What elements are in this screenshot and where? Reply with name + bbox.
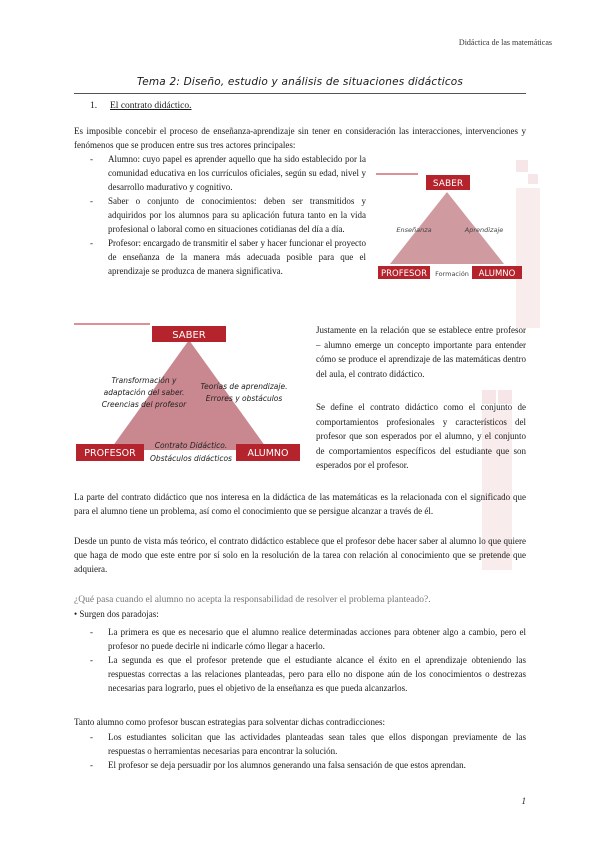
ensenanza-label: Enseñanza — [396, 226, 432, 234]
right-note-line-2: Errores y obstáculos — [205, 394, 283, 403]
definition-paragraph: Se define el contrato didáctico como el conjunto de comportamientos profesionales y característicos del profesor que son esperados por el alumno, y el conjunto de comportamientos específicos del estudiante que son esperados por el profesor. — [316, 402, 526, 470]
bottom-note-line-2: Obstáculos didácticos — [150, 454, 232, 463]
section-number: 1. — [90, 101, 98, 111]
list-item — [90, 730, 526, 758]
left-note-line-1: Transformación y — [111, 376, 177, 385]
list-dash: - — [90, 732, 93, 742]
paradox-first-text: La primera es que es necesario que el alumno realice determinadas acciones para obtener algo a cambio, pero el profesor no puede decirle ni indicarle cómo llegar a hacerlo. — [108, 627, 526, 651]
right-note-line-1: Teorías de aprendizaje. — [200, 382, 288, 391]
strategies-list — [90, 730, 526, 772]
list-item — [90, 236, 366, 278]
paradox-second-text: La segunda es que el profesor pretende que el estudiante alcance el éxito en el aprendizaje obteniendo las respuestas correctas a las relaciones planteadas, pero para ello no dispone aún de los conocimientos o destrezas necesarias para lograrlo, pues el objetivo de la enseñanza es que pueda alcanzarlos. — [108, 655, 526, 693]
list-dash: - — [90, 154, 93, 164]
alumno-label: ALUMNO — [478, 269, 516, 279]
page-title: Tema 2: Diseño, estudio y análisis de situaciones didácticos — [136, 76, 464, 88]
profesor-label: PROFESOR — [84, 448, 136, 459]
aprendizaje-label: Aprendizaje — [464, 226, 504, 234]
list-item — [90, 758, 526, 772]
list-item — [90, 625, 526, 653]
left-note-line-3: Creencias del profesor — [101, 400, 187, 409]
didactic-triangle-large — [72, 318, 306, 468]
list-dash: - — [90, 627, 93, 637]
page-number: 1 — [521, 796, 526, 806]
list-item — [90, 194, 366, 236]
list-item — [90, 152, 366, 194]
left-note-line-2: adaptación del saber. — [103, 388, 185, 397]
bottom-note-line-1: Contrato Didáctico. — [154, 441, 228, 450]
intro-paragraph: Es imposible concebir el proceso de enseñanza-aprendizaje sin tener en consideración las interacciones, intervenciones y fenómenos que se producen entre sus tres actores principales: — [74, 126, 526, 150]
strategy-students-text: Los estudiantes solicitan que las actividades planteadas sean tales que ellos dispongan previamente de las respuestas o herramientas necesarias para encontrar la solución. — [108, 732, 526, 756]
profesor-label: PROFESOR — [381, 269, 427, 279]
strategies-intro: Tanto alumno como profesor buscan estrategias para solventar dichas contradicciones: — [74, 717, 386, 727]
section-heading — [90, 101, 192, 111]
relation-paragraph: Justamente en la relación que se establece entre profesor – alumno emerge un concepto importante para entender cómo se produce el aprendizaje de las matemáticas dentro del aula, el contrato didáctico. — [316, 325, 526, 379]
actor-saber-text: Saber o conjunto de conocimientos: deben ser transmitidos y adquiridos por los alumnos para su aplicación futura tanto en la vida profesional o laboral como en situaciones cotidianas del día a día. — [108, 196, 366, 234]
list-item — [90, 653, 526, 695]
paradoxes-intro: • Surgen dos paradojas: — [74, 609, 159, 619]
list-dash: - — [90, 238, 93, 248]
list-dash: - — [90, 760, 93, 770]
formacion-label: Formación — [435, 270, 469, 278]
actors-list — [90, 152, 366, 278]
section-label: El contrato didáctico. — [110, 101, 192, 111]
title-divider — [74, 93, 526, 94]
theory-paragraph: Desde un punto de vista más teórico, el contrato didáctico establece que el profesor debe hacer saber al alumno lo que quiere que haga de modo que este entre por sí solo en la resolución de la tarea con relación al conocimiento que se pretende que adquiera. — [74, 536, 526, 574]
actor-profesor-text: Profesor: encargado de transmitir el saber y hacer funcionar el proyecto de enseñanza de la manera más adecuada posible para que el aprendizaje se produzca de manera significativa. — [108, 238, 366, 276]
list-dash: - — [90, 655, 93, 665]
strategy-teacher-text: El profesor se deja persuadir por los alumnos generando una falsa sensación de que estos aprendan. — [108, 760, 466, 770]
saber-label: SABER — [172, 330, 206, 341]
actor-alumno-text: Alumno: cuyo papel es aprender aquello que ha sido establecido por la comunidad educativa en los currículos oficiales, según su edad, nivel y desarrollo madurativo y cognitivo. — [108, 154, 366, 192]
didactic-triangle-small — [374, 170, 526, 282]
alumno-label: ALUMNO — [247, 448, 289, 459]
interest-paragraph: La parte del contrato didáctico que nos interesa en la didáctica de las matemáticas es la relacionada con el significado que para el alumno tiene un problema, así como el conocimiento que se persigue alcanzar a través de él. — [74, 492, 526, 516]
paradoxes-list — [90, 625, 526, 695]
saber-label: SABER — [432, 179, 464, 189]
question-heading: ¿Qué pasa cuando el alumno no acepta la responsabilidad de resolver el problema planteado?. — [74, 595, 431, 605]
running-header: Didáctica de las matemáticas — [458, 38, 552, 47]
list-dash: - — [90, 196, 93, 206]
